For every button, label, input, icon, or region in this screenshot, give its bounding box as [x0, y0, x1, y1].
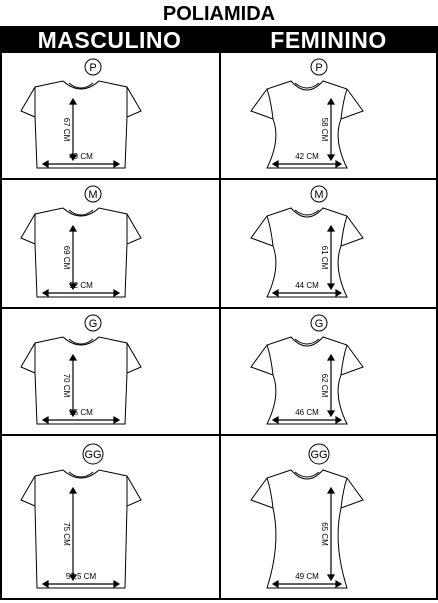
size-chart-grid — [0, 53, 438, 600]
header-feminino: FEMININO — [270, 27, 387, 53]
height-measure-label: 69 CM — [62, 245, 71, 270]
width-measure-label: 42 CM — [295, 152, 319, 161]
size-badge — [85, 315, 101, 331]
size-cell-male-p — [0, 53, 219, 180]
size-cell-male-g — [0, 309, 219, 436]
male-shirt-outline — [21, 470, 141, 588]
size-cell-female-p — [219, 53, 438, 180]
shirt-diagram — [2, 53, 219, 178]
height-measure-label: 65 CM — [320, 522, 329, 546]
height-measure-label: 58 CM — [320, 117, 329, 142]
width-measure-label: 57,5 CM — [65, 572, 97, 581]
size-badge — [309, 444, 329, 464]
size-badge — [83, 444, 103, 464]
width-measure-label: 49 CM — [295, 572, 319, 581]
size-badge — [85, 186, 101, 202]
shirt-diagram — [221, 53, 436, 178]
size-cell-male-m — [0, 180, 219, 309]
size-label: M — [88, 189, 98, 201]
page-title: POLIAMIDA — [162, 3, 276, 25]
size-cell-male-gg — [0, 436, 219, 600]
shirt-diagram — [2, 309, 219, 434]
height-measure-label: 70 CM — [62, 373, 71, 398]
size-badge — [85, 59, 101, 75]
size-badge — [311, 315, 327, 331]
size-label: M — [314, 189, 324, 201]
header-masculino: MASCULINO — [37, 27, 182, 53]
size-cell-female-m — [219, 180, 438, 309]
height-measure-label: 67 CM — [62, 117, 71, 142]
size-label: P — [315, 62, 323, 74]
size-cell-female-g — [219, 309, 438, 436]
width-measure-label: 49 CM — [69, 152, 93, 161]
size-label: G — [314, 318, 324, 330]
width-measure-label: 55 CM — [69, 408, 93, 417]
shirt-diagram — [2, 180, 219, 307]
size-label: GG — [84, 449, 102, 461]
height-measure-label: 61 CM — [320, 245, 329, 270]
size-label: G — [88, 318, 98, 330]
shirt-diagram — [221, 180, 436, 307]
size-cell-female-gg — [219, 436, 438, 600]
height-measure-label: 62 CM — [320, 373, 329, 398]
size-label: GG — [310, 449, 328, 461]
shirt-diagram — [221, 309, 436, 434]
female-shirt-outline — [251, 470, 363, 588]
width-measure-label: 44 CM — [295, 281, 319, 290]
shirt-diagram — [221, 436, 436, 598]
size-badge — [311, 59, 327, 75]
width-measure-label: 52 CM — [69, 281, 93, 290]
height-measure-label: 75 CM — [62, 522, 71, 546]
size-label: P — [89, 62, 97, 74]
size-badge — [311, 186, 327, 202]
shirt-diagram — [2, 436, 219, 598]
width-measure-label: 46 CM — [295, 408, 319, 417]
